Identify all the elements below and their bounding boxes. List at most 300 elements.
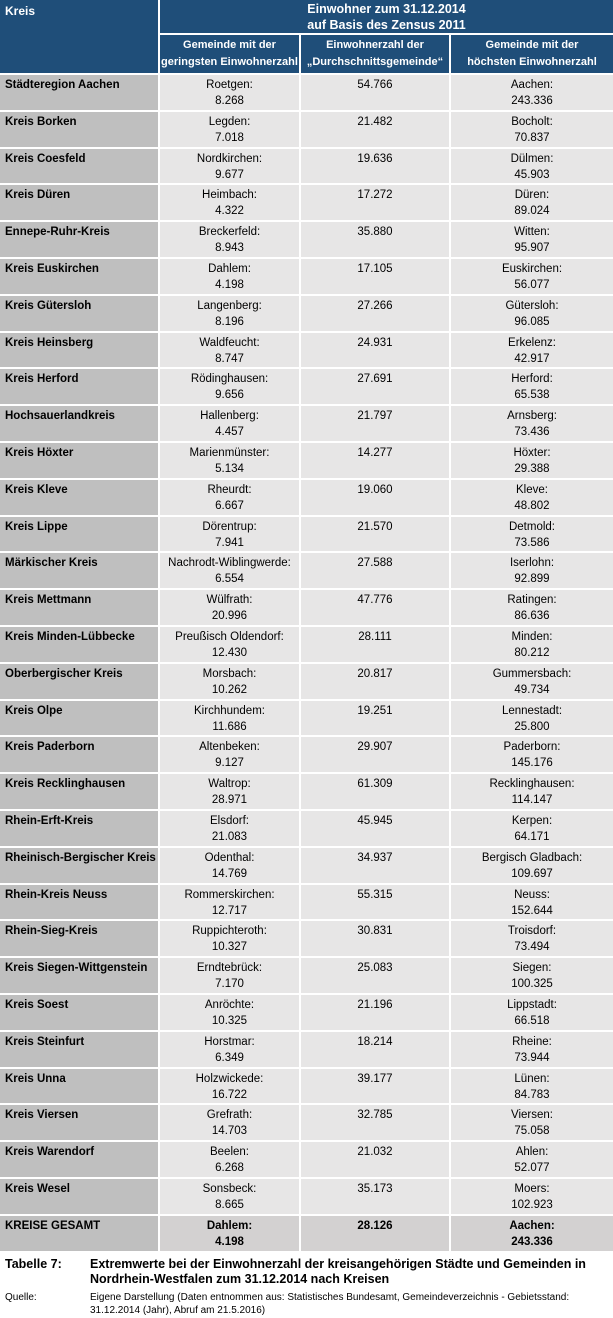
max-cell <box>451 443 613 478</box>
min-value: 21.083 <box>211 830 248 843</box>
header-kreis: Kreis <box>0 0 158 73</box>
max-name: Witten: <box>514 226 550 239</box>
kreis-cell: Ennepe-Ruhr-Kreis <box>0 222 158 257</box>
source-text: Eigene Darstellung (Daten entnommen aus: Statistisches Bundesamt, Gemeindeverzeichnis - Gebietsstand: 31.12.2014 (Jahr), Abruf am 21.5.2016) <box>90 1291 570 1316</box>
kreis-cell: Städteregion Aachen <box>0 75 158 110</box>
table-row <box>0 1142 613 1177</box>
table-row <box>0 1105 613 1140</box>
min-name: Dahlem: <box>208 262 251 275</box>
min-name: Sonsbeck: <box>202 1182 257 1195</box>
max-cell <box>451 774 613 809</box>
avg-cell: 61.309 <box>301 774 449 809</box>
min-name: Breckerfeld: <box>198 226 261 239</box>
kreis-cell: Kreis Wesel <box>0 1179 158 1214</box>
min-value: 11.686 <box>212 720 247 733</box>
max-cell <box>451 333 613 368</box>
max-value: 95.907 <box>514 242 550 255</box>
table-row <box>0 1069 613 1104</box>
subheader-min: Gemeinde mit der geringsten Einwohnerzahl <box>160 35 299 73</box>
min-name: Langenberg: <box>197 299 262 312</box>
min-value: 12.430 <box>211 646 248 659</box>
max-value: 42.917 <box>514 352 550 365</box>
kreis-cell: Rheinisch-Bergischer Kreis <box>0 848 158 883</box>
max-name: Kleve: <box>516 483 548 496</box>
max-cell <box>451 553 613 588</box>
min-name: Heimbach: <box>202 189 257 202</box>
max-cell <box>451 406 613 441</box>
min-name: Rödinghausen: <box>190 373 269 386</box>
kreis-cell: Kreis Olpe <box>0 701 158 736</box>
table-row <box>0 774 613 809</box>
min-value: 7.941 <box>215 536 244 549</box>
min-name: Grefrath: <box>206 1109 253 1122</box>
max-name: Düren: <box>514 189 550 202</box>
avg-cell: 21.482 <box>301 112 449 147</box>
header-main-title-line2: auf Basis des Zensus 2011 <box>307 18 466 32</box>
min-cell <box>160 553 299 588</box>
min-value: 14.703 <box>211 1125 248 1138</box>
avg-cell: 25.083 <box>301 958 449 993</box>
table-row <box>0 885 613 920</box>
max-name: Ahlen: <box>515 1146 549 1159</box>
table-row <box>0 296 613 331</box>
avg-cell: 47.776 <box>301 590 449 625</box>
max-value: 96.085 <box>514 315 550 328</box>
min-name: Anröchte: <box>204 998 255 1011</box>
max-value: 75.058 <box>514 1125 550 1138</box>
min-value: 6.349 <box>215 1051 244 1064</box>
min-value: 10.325 <box>211 1014 248 1027</box>
min-cell <box>160 1069 299 1104</box>
table-row <box>0 701 613 736</box>
max-value: 70.837 <box>514 131 550 144</box>
min-name: Preußisch Oldendorf: <box>175 630 284 643</box>
min-value: 8.943 <box>215 242 244 255</box>
min-cell <box>160 701 299 736</box>
source-label: Quelle: <box>5 1291 37 1303</box>
max-name: Höxter: <box>513 446 551 459</box>
min-cell <box>160 333 299 368</box>
max-cell <box>451 222 613 257</box>
avg-cell: 27.266 <box>301 296 449 331</box>
max-name: Paderborn: <box>503 741 561 754</box>
max-value: 56.077 <box>514 278 550 291</box>
min-cell <box>160 185 299 220</box>
max-value: 145.176 <box>511 757 553 770</box>
min-value: 16.722 <box>211 1088 248 1101</box>
min-name: Waldfeucht: <box>199 336 260 349</box>
max-cell <box>451 811 613 846</box>
avg-cell: 21.570 <box>301 517 449 552</box>
kreis-cell: Kreis Mettmann <box>0 590 158 625</box>
table-row <box>0 480 613 515</box>
total-row <box>0 1216 613 1251</box>
max-name: Gütersloh: <box>505 299 559 312</box>
table-row <box>0 627 613 662</box>
min-cell <box>160 737 299 772</box>
max-cell <box>451 737 613 772</box>
min-cell <box>160 443 299 478</box>
avg-cell: 24.931 <box>301 333 449 368</box>
max-cell <box>451 1142 613 1177</box>
table-row <box>0 1032 613 1067</box>
max-name: Erkelenz: <box>508 336 556 349</box>
min-value: 5.134 <box>215 462 244 475</box>
max-name: Bergisch Gladbach: <box>481 851 583 864</box>
max-cell <box>451 1105 613 1140</box>
min-name: Morsbach: <box>202 667 257 680</box>
min-value: 8.665 <box>215 1198 244 1211</box>
max-value: 73.494 <box>514 941 550 954</box>
min-name: Elsdorf: <box>210 814 249 827</box>
max-value: 102.923 <box>511 1198 553 1211</box>
min-cell <box>160 406 299 441</box>
max-value: 66.518 <box>514 1014 550 1027</box>
min-name: Erndtebrück: <box>196 962 263 975</box>
table-body <box>0 75 613 1214</box>
min-value: 6.554 <box>215 573 244 586</box>
kreis-cell: Kreis Steinfurt <box>0 1032 158 1067</box>
total-kreis-cell: KREISE GESAMT <box>0 1216 158 1251</box>
table-row <box>0 590 613 625</box>
avg-cell: 19.251 <box>301 701 449 736</box>
kreis-cell: Kreis Euskirchen <box>0 259 158 294</box>
table-caption-label: Tabelle 7: <box>5 1256 62 1271</box>
max-name: Euskirchen: <box>501 262 563 275</box>
total-min-cell: Dahlem: 4.198 <box>160 1216 299 1251</box>
min-cell <box>160 627 299 662</box>
table-row <box>0 333 613 368</box>
avg-cell: 45.945 <box>301 811 449 846</box>
min-name: Hallenberg: <box>200 410 259 423</box>
kreis-cell: Kreis Siegen-Wittgenstein <box>0 958 158 993</box>
table-caption-text: Extremwerte bei der Einwohnerzahl der kreisangehörigen Städte und Gemeinden in Nordrhein-Westfalen zum 31.12.2014 nach Kreisen <box>90 1256 586 1286</box>
max-cell <box>451 259 613 294</box>
avg-cell: 17.105 <box>301 259 449 294</box>
min-cell <box>160 848 299 883</box>
max-value: 45.903 <box>514 168 550 181</box>
subheader-max: Gemeinde mit der höchsten Einwohnerzahl <box>451 35 613 73</box>
min-name: Legden: <box>208 115 251 128</box>
max-name: Kerpen: <box>511 814 553 827</box>
max-value: 84.783 <box>514 1088 550 1101</box>
max-name: Minden: <box>511 630 553 643</box>
header-main-title <box>160 0 613 33</box>
max-name: Troisdorf: <box>507 925 557 938</box>
min-name: Horstmar: <box>204 1035 255 1048</box>
min-cell <box>160 517 299 552</box>
table-row <box>0 921 613 956</box>
avg-cell: 35.173 <box>301 1179 449 1214</box>
avg-cell: 14.277 <box>301 443 449 478</box>
avg-cell: 30.831 <box>301 921 449 956</box>
avg-cell: 19.636 <box>301 149 449 184</box>
max-name: Iserlohn: <box>509 557 555 570</box>
min-cell <box>160 112 299 147</box>
max-value: 29.388 <box>514 462 550 475</box>
avg-cell: 21.032 <box>301 1142 449 1177</box>
max-cell <box>451 369 613 404</box>
max-cell <box>451 627 613 662</box>
max-cell <box>451 1179 613 1214</box>
kreis-cell: Rhein-Erft-Kreis <box>0 811 158 846</box>
min-value: 10.262 <box>211 683 248 696</box>
max-value: 49.734 <box>514 683 550 696</box>
table-row <box>0 1179 613 1214</box>
max-cell <box>451 590 613 625</box>
kreis-cell: Oberbergischer Kreis <box>0 664 158 699</box>
min-value: 8.747 <box>215 352 244 365</box>
min-name: Beelen: <box>209 1146 249 1159</box>
table-row <box>0 112 613 147</box>
min-name: Waltrop: <box>208 778 251 791</box>
table-row <box>0 737 613 772</box>
max-value: 25.800 <box>514 720 550 733</box>
min-cell <box>160 480 299 515</box>
kreis-cell: Kreis Warendorf <box>0 1142 158 1177</box>
avg-cell: 55.315 <box>301 885 449 920</box>
avg-cell: 28.111 <box>301 627 449 662</box>
avg-cell: 20.817 <box>301 664 449 699</box>
min-cell <box>160 1105 299 1140</box>
min-value: 28.971 <box>211 794 248 807</box>
min-name: Kirchhundem: <box>194 704 265 717</box>
table-row <box>0 406 613 441</box>
table-row <box>0 222 613 257</box>
max-value: 52.077 <box>514 1162 550 1175</box>
max-cell <box>451 664 613 699</box>
min-value: 14.769 <box>211 867 248 880</box>
avg-cell: 54.766 <box>301 75 449 110</box>
min-cell <box>160 995 299 1030</box>
max-value: 73.586 <box>514 536 550 549</box>
min-cell <box>160 1179 299 1214</box>
min-value: 4.457 <box>215 426 244 439</box>
table-row <box>0 811 613 846</box>
max-name: Detmold: <box>508 520 556 533</box>
header-subcolumns <box>160 35 613 73</box>
max-name: Rheine: <box>512 1035 552 1048</box>
avg-cell: 19.060 <box>301 480 449 515</box>
max-value: 80.212 <box>514 646 550 659</box>
max-value: 86.636 <box>514 610 550 623</box>
max-name: Ratingen: <box>507 594 557 607</box>
kreis-cell: Kreis Coesfeld <box>0 149 158 184</box>
avg-cell: 32.785 <box>301 1105 449 1140</box>
kreis-cell: Kreis Höxter <box>0 443 158 478</box>
kreis-cell: Kreis Unna <box>0 1069 158 1104</box>
min-cell <box>160 921 299 956</box>
kreis-cell: Kreis Minden-Lübbecke <box>0 627 158 662</box>
min-cell <box>160 149 299 184</box>
max-value: 109.697 <box>511 867 553 880</box>
kreis-cell: Märkischer Kreis <box>0 553 158 588</box>
table-row <box>0 664 613 699</box>
max-cell <box>451 995 613 1030</box>
max-value: 92.899 <box>514 573 550 586</box>
max-cell <box>451 701 613 736</box>
min-value: 12.717 <box>211 904 248 917</box>
min-value: 4.322 <box>215 205 244 218</box>
max-cell <box>451 185 613 220</box>
avg-cell: 29.907 <box>301 737 449 772</box>
min-cell <box>160 75 299 110</box>
min-name: Altenbeken: <box>199 741 260 754</box>
kreis-cell: Kreis Viersen <box>0 1105 158 1140</box>
min-name: Dörentrup: <box>202 520 257 533</box>
min-name: Wülfrath: <box>206 594 253 607</box>
max-value: 114.147 <box>511 794 553 807</box>
max-cell <box>451 112 613 147</box>
min-value: 20.996 <box>211 610 248 623</box>
avg-cell: 27.691 <box>301 369 449 404</box>
kreis-cell: Rhein-Kreis Neuss <box>0 885 158 920</box>
max-value: 48.802 <box>514 499 550 512</box>
min-name: Nachrodt-Wiblingwerde: <box>168 557 291 570</box>
subheader-avg: Einwohnerzahl der „Durchschnittsgemeinde“ <box>301 35 449 73</box>
max-name: Siegen: <box>512 962 552 975</box>
min-name: Holzwickede: <box>195 1072 264 1085</box>
table-row <box>0 553 613 588</box>
max-value: 152.644 <box>511 904 553 917</box>
table-row <box>0 259 613 294</box>
kreis-cell: Kreis Düren <box>0 185 158 220</box>
max-name: Arnsberg: <box>507 410 557 423</box>
max-value: 73.944 <box>514 1051 550 1064</box>
kreis-cell: Kreis Kleve <box>0 480 158 515</box>
table-row <box>0 958 613 993</box>
min-cell <box>160 1032 299 1067</box>
max-name: Lippstadt: <box>507 998 557 1011</box>
kreis-cell: Kreis Lippe <box>0 517 158 552</box>
min-cell <box>160 259 299 294</box>
avg-cell: 34.937 <box>301 848 449 883</box>
min-value: 9.677 <box>215 168 244 181</box>
table-row <box>0 75 613 110</box>
kreis-cell: Hochsauerlandkreis <box>0 406 158 441</box>
max-value: 89.024 <box>514 205 550 218</box>
avg-cell: 27.588 <box>301 553 449 588</box>
min-name: Rheurdt: <box>207 483 252 496</box>
table-row <box>0 517 613 552</box>
max-name: Neuss: <box>514 888 550 901</box>
max-name: Recklinghausen: <box>489 778 575 791</box>
min-cell <box>160 811 299 846</box>
max-cell <box>451 296 613 331</box>
min-value: 8.268 <box>215 95 244 107</box>
max-name: Lennestadt: <box>501 704 563 717</box>
avg-cell: 17.272 <box>301 185 449 220</box>
min-cell <box>160 664 299 699</box>
max-name: Aachen: <box>510 79 554 91</box>
min-cell <box>160 296 299 331</box>
max-name: Herford: <box>511 373 553 386</box>
max-value: 64.171 <box>514 830 550 843</box>
header-main-title-line1: Einwohner zum 31.12.2014 <box>307 2 466 16</box>
min-cell <box>160 958 299 993</box>
table-row <box>0 443 613 478</box>
kreis-cell: Kreis Soest <box>0 995 158 1030</box>
min-name: Nordkirchen: <box>196 152 263 165</box>
max-value: 73.436 <box>514 426 550 439</box>
table-row <box>0 185 613 220</box>
kreis-cell: Kreis Recklinghausen <box>0 774 158 809</box>
avg-cell: 35.880 <box>301 222 449 257</box>
min-value: 10.327 <box>211 941 248 954</box>
max-cell <box>451 1069 613 1104</box>
max-cell <box>451 517 613 552</box>
max-cell <box>451 149 613 184</box>
kreis-cell: Kreis Paderborn <box>0 737 158 772</box>
max-value: 100.325 <box>511 978 553 991</box>
min-value: 9.656 <box>215 389 244 402</box>
min-name: Ruppichteroth: <box>192 925 267 938</box>
min-name: Marienmünster: <box>189 446 270 459</box>
max-cell <box>451 480 613 515</box>
total-avg-cell: 28.126 <box>301 1216 449 1251</box>
avg-cell: 18.214 <box>301 1032 449 1067</box>
kreis-cell: Kreis Borken <box>0 112 158 147</box>
total-max-cell: Aachen: 243.336 <box>451 1216 613 1251</box>
min-cell <box>160 885 299 920</box>
table-row <box>0 369 613 404</box>
max-cell <box>451 958 613 993</box>
kreis-cell: Kreis Herford <box>0 369 158 404</box>
kreis-cell: Kreis Gütersloh <box>0 296 158 331</box>
max-cell <box>451 848 613 883</box>
min-cell <box>160 1142 299 1177</box>
max-cell <box>451 1032 613 1067</box>
min-value: 6.667 <box>215 499 244 512</box>
min-name: Roetgen: <box>206 79 253 91</box>
source-note <box>0 1291 613 1317</box>
avg-cell: 21.797 <box>301 406 449 441</box>
min-cell <box>160 774 299 809</box>
max-cell <box>451 921 613 956</box>
max-value: 65.538 <box>514 389 550 402</box>
kreis-cell: Rhein-Sieg-Kreis <box>0 921 158 956</box>
min-cell <box>160 590 299 625</box>
min-cell <box>160 369 299 404</box>
min-name: Odenthal: <box>204 851 255 864</box>
min-value: 7.170 <box>215 978 244 991</box>
table-caption <box>0 1257 613 1288</box>
max-cell <box>451 75 613 110</box>
max-name: Dülmen: <box>510 152 554 165</box>
min-value: 7.018 <box>215 131 244 144</box>
min-value: 6.268 <box>215 1162 244 1175</box>
table-row <box>0 149 613 184</box>
max-name: Viersen: <box>511 1109 553 1122</box>
max-name: Lünen: <box>514 1072 550 1085</box>
max-value: 243.336 <box>511 95 553 107</box>
table-header <box>0 0 613 73</box>
min-value: 8.196 <box>215 315 244 328</box>
kreis-cell: Kreis Heinsberg <box>0 333 158 368</box>
table-row <box>0 848 613 883</box>
max-name: Moers: <box>514 1182 550 1195</box>
avg-cell: 39.177 <box>301 1069 449 1104</box>
max-name: Gummersbach: <box>492 667 572 680</box>
avg-cell: 21.196 <box>301 995 449 1030</box>
table-row <box>0 995 613 1030</box>
min-name: Rommerskirchen: <box>184 888 275 901</box>
max-cell <box>451 885 613 920</box>
max-name: Bocholt: <box>511 115 553 128</box>
min-cell <box>160 222 299 257</box>
min-value: 9.127 <box>215 757 244 770</box>
min-value: 4.198 <box>215 278 244 291</box>
